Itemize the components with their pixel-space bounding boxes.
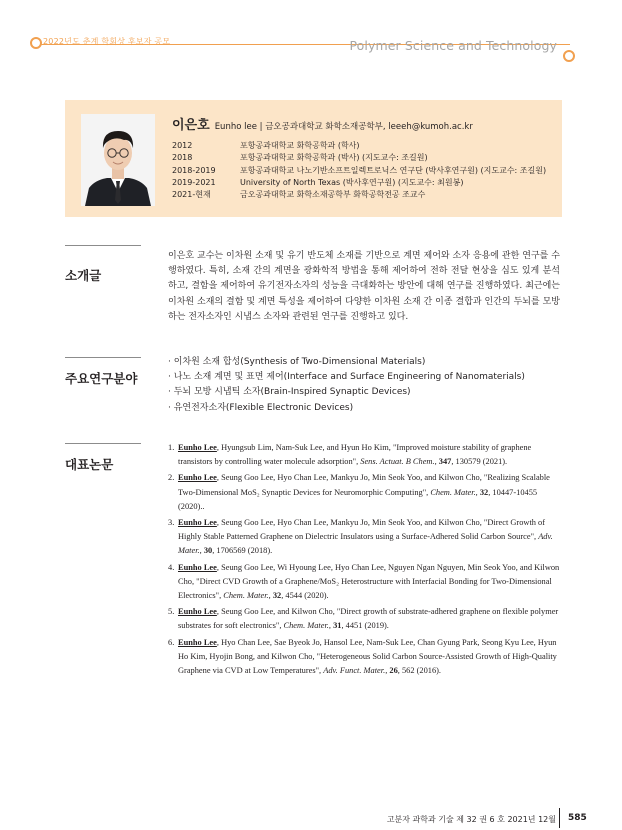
paper-volume: 30 bbox=[203, 546, 213, 556]
career-year: 2018-2019 bbox=[172, 165, 216, 175]
paper-journal: Chem. Mater. bbox=[430, 487, 476, 497]
paper-pages: , 4544 (2020). bbox=[281, 591, 329, 601]
paper-journal: Adv. Funct. Mater. bbox=[323, 666, 386, 676]
research-list bbox=[168, 355, 525, 416]
career-desc: 금오공과대학교 화학소재공학부 화학공학전공 조교수 bbox=[240, 190, 426, 200]
section-rule bbox=[65, 245, 141, 246]
career-year: 2019-2021 bbox=[172, 177, 216, 187]
paper-authors-title: , Seung Goo Lee, Hyo Chan Lee, Mankyu Jo, Min Seok Yoo, and Kilwon Cho, "Realizing Scalable Two-Dimensional MoS₂ Synaptic Devices for Neuromorphic Computing", bbox=[178, 473, 550, 497]
profile-affiliation: Eunho lee | 금오공과대학교 화학소재공학부, leeeh@kumoh.ac.kr bbox=[214, 122, 473, 132]
paper-item bbox=[168, 471, 560, 514]
page-number: 585 bbox=[568, 813, 587, 823]
paper-volume: 31 bbox=[333, 621, 342, 631]
intro-text: 이은호 교수는 이차원 소재 및 유기 반도체 소재를 기반으로 계면 제어와 소자 응용에 관한 연구를 수행하였다. 특히, 소재 간의 계면을 광화학적 방법을 통해 제어하여 전하 전달 현상을 심도 있게 분석하고, 결함을 제어하여 유기전자소자의 성능을 극대화하는 방안에 대해 연구를 진행하였다. 최근에는 이차원 소재의 결함 및 계면 특성을 제어하여 다양한 이차원 소재 간 이종 결합과 인간의 두뇌를 모방하는 전자소자인 시냅스 소자와 관련된 연구를 진행하고 있다. bbox=[168, 251, 560, 322]
research-heading: 주요연구분야 bbox=[65, 371, 138, 386]
career-item bbox=[172, 165, 546, 177]
paper-number: 4. bbox=[168, 562, 175, 572]
paper-number: 1. bbox=[168, 443, 175, 452]
section-rule bbox=[65, 443, 141, 444]
paper-authors-title: , Hyo Chan Lee, Sae Byeok Jo, Hansol Lee, Nam-Suk Lee, Chan Gyung Park, Seong Kyu Lee, Hyun Ho Kim, Hyojin Bong, and Kilwon Cho, "Heterogeneous Solid Carbon Source-Assisted Growth of High-Quality Graphene via CVD at Low Temperatures", bbox=[178, 637, 557, 676]
paper-item bbox=[168, 516, 560, 559]
career-item bbox=[172, 152, 546, 164]
paper-journal: Adv. Mater. bbox=[178, 532, 553, 556]
research-item: · 두뇌 모방 시냅틱 소자(Brain-Inspired Synaptic Devices) bbox=[168, 387, 411, 398]
paper-sep: , bbox=[268, 591, 273, 601]
paper-first-author: Eunho Lee bbox=[178, 562, 217, 572]
career-year: 2018 bbox=[172, 153, 193, 163]
research-item: · 유연전자소자(Flexible Electronic Devices) bbox=[168, 402, 354, 413]
career-item bbox=[172, 140, 546, 152]
profile-name: 이은호 bbox=[172, 118, 210, 133]
career-item bbox=[172, 177, 546, 189]
paper-number: 2. bbox=[168, 473, 175, 483]
paper-number: 5. bbox=[168, 607, 175, 617]
career-desc: 포항공과대학교 화학공학과 (박사) (지도교수: 조길원) bbox=[240, 153, 428, 163]
career-year: 2021-현재 bbox=[172, 190, 211, 200]
profile-box bbox=[65, 100, 562, 217]
paper-sep: , bbox=[385, 666, 390, 676]
footer-issue: 고분자 과학과 기술 제 32 권 6 호 2021년 12월 bbox=[386, 815, 556, 824]
career-desc: 포항공과대학교 화학공학과 (학사) bbox=[240, 141, 360, 150]
section-rule bbox=[65, 357, 141, 358]
paper-first-author: Eunho Lee bbox=[178, 443, 217, 452]
paper-journal: Sens. Actuat. B Chem. bbox=[360, 457, 435, 467]
career-desc: 포항공과대학교 나노기반소프트일렉트로닉스 연구단 (박사후연구원) (지도교수: 조길원) bbox=[240, 165, 547, 175]
research-item: · 나노 소재 계면 및 표면 제어(Interface and Surface Engineering of Nanomaterials) bbox=[168, 372, 525, 383]
paper-pages: , 1706569 (2018). bbox=[212, 546, 273, 556]
paper-pages: , 562 (2016). bbox=[397, 666, 442, 676]
intro-heading: 소개글 bbox=[65, 268, 102, 283]
paper-pages: , 130579 (2021). bbox=[451, 457, 508, 467]
career-item bbox=[172, 189, 546, 201]
paper-sep: , bbox=[434, 457, 439, 467]
portrait-image bbox=[81, 114, 155, 206]
paper-item bbox=[168, 441, 560, 469]
paper-authors-title: , Seung Goo Lee, and Kilwon Cho, "Direct growth of substrate-adhered graphene on flexible polymer substrates for soft electronics", bbox=[178, 607, 559, 631]
profile-photo bbox=[81, 114, 155, 206]
paper-number: 3. bbox=[168, 518, 175, 528]
paper-authors-title: , Seung Goo Lee, Hyo Chan Lee, Mankyu Jo, Min Seok Yoo, and Kilwon Cho, "Direct Growth of Highly Stable Patterned Graphene on Dielectric Insulators using a Surface-Adhered Solid Carbon Source", bbox=[178, 518, 546, 542]
paper-first-author: Eunho Lee bbox=[178, 607, 217, 617]
paper-journal: Chem. Mater. bbox=[283, 621, 329, 631]
paper-item bbox=[168, 561, 560, 604]
paper-sep: , bbox=[328, 621, 334, 631]
papers-heading: 대표논문 bbox=[65, 457, 114, 472]
paper-first-author: Eunho Lee bbox=[178, 518, 217, 528]
paper-sep: , bbox=[199, 546, 204, 556]
header-ring-left bbox=[30, 37, 42, 49]
career-desc: University of North Texas (박사후연구원) (지도교수: 최원봉) bbox=[240, 177, 464, 187]
header-ring-right bbox=[563, 50, 575, 62]
paper-authors-title: , Seung Goo Lee, Wi Hyoung Lee, Hyo Chan Lee, Nguyen Ngan Nguyen, Min Seok Yoo, and Kilwon Cho, "Direct CVD Growth of a Graphene/MoS₂ Heterostructure with Interfacial Bonding for Two-Dimensional Electronics", bbox=[178, 562, 560, 601]
paper-journal: Chem. Mater. bbox=[223, 591, 269, 601]
footer-divider bbox=[559, 808, 560, 828]
paper-authors-title: , Hyungsub Lim, Nam-Suk Lee, and Hyun Ho Kim, "Improved moisture stability of graphene transistors by controlling water molecule adsorption", bbox=[178, 443, 532, 467]
paper-pages: , 10447-10455 (2020).. bbox=[178, 487, 538, 511]
profile-name-line bbox=[172, 114, 473, 133]
paper-number: 6. bbox=[168, 637, 175, 647]
paper-item bbox=[168, 605, 560, 633]
paper-list bbox=[168, 441, 560, 680]
paper-volume: 26 bbox=[389, 666, 398, 676]
paper-volume: 32 bbox=[272, 591, 282, 601]
research-item: · 이차원 소재 합성(Synthesis of Two-Dimensional Materials) bbox=[168, 357, 426, 367]
career-year: 2012 bbox=[172, 141, 193, 150]
paper-pages: , 4451 (2019). bbox=[341, 621, 389, 631]
paper-volume: 32 bbox=[479, 487, 489, 497]
paper-item bbox=[168, 636, 560, 679]
journal-title: Polymer Science and Technology bbox=[349, 38, 557, 53]
paper-first-author: Eunho Lee bbox=[178, 473, 217, 483]
paper-sep: , bbox=[475, 487, 480, 497]
header-category: 2022년도 춘계 학회상 후보자 공모 bbox=[43, 37, 171, 46]
paper-volume: 347 bbox=[438, 457, 452, 467]
paper-first-author: Eunho Lee bbox=[178, 637, 217, 647]
career-list bbox=[172, 140, 546, 201]
